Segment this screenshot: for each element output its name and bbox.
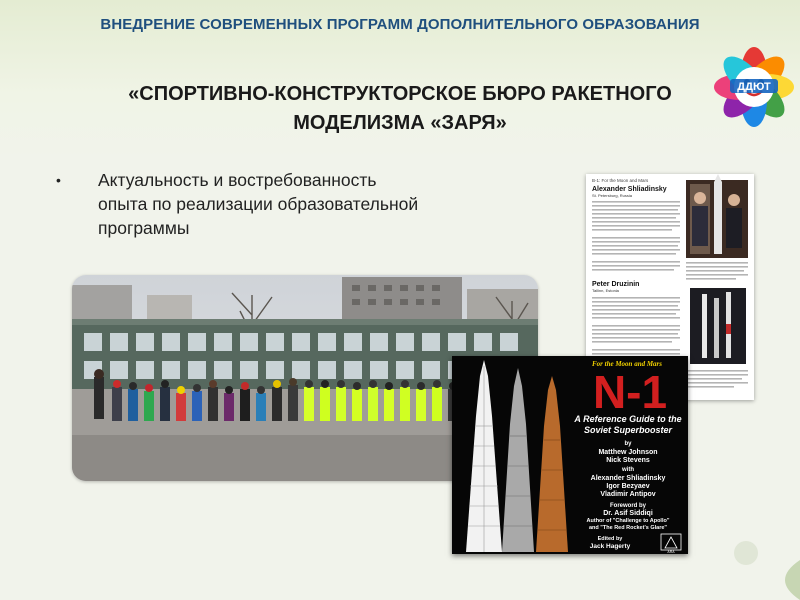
book-author-3: Alexander Shliadinsky <box>590 475 666 482</box>
book-editor: Jack Hagerty <box>589 543 631 550</box>
bullet-line-1: Актуальность и востребованность <box>98 170 377 190</box>
article-author-1-place: St. Petersburg, Russia <box>592 193 633 198</box>
bullet-item <box>56 168 506 240</box>
book-with: with <box>622 467 634 473</box>
book-by: by <box>624 441 632 447</box>
book-author-2: Nick Stevens <box>606 457 650 464</box>
book-tagline-1: A Reference Guide to the <box>574 414 682 424</box>
bullet-line-3: программы <box>98 218 190 238</box>
book-title: N-1 <box>592 366 668 418</box>
book-edited-label: Edited by <box>597 536 623 542</box>
book-foreword-label: Foreword by <box>609 503 647 509</box>
slide-title <box>60 80 740 138</box>
bullet-line-2: опыта по реализации образовательной <box>98 194 419 214</box>
article-author-2-place: Tallinn, Estonia <box>592 288 619 293</box>
book-tagline-2: Soviet Superbooster <box>583 425 673 435</box>
article-author-2: Peter Druzinin <box>592 281 640 288</box>
bullet-text <box>66 168 506 240</box>
corner-decoration-icon <box>740 560 800 600</box>
book-foreword-desc-1: Author of "Challenge to Apollo" <box>586 518 670 524</box>
slide-header: ВНЕДРЕНИЕ СОВРЕМЕННЫХ ПРОГРАММ ДОПОЛНИТЕЛЬНОГО ОБРАЗОВАНИЯ <box>100 16 700 33</box>
title-line-2: МОДЕЛИЗМА «ЗАРЯ» <box>293 112 507 134</box>
bullet-dot-icon: • <box>56 172 61 188</box>
publisher-text: ARA <box>667 550 675 554</box>
book-cover-n1 <box>452 356 688 554</box>
book-cover-image <box>452 356 688 554</box>
book-author-5: Vladimir Antipov <box>600 491 656 498</box>
article-section-label: B-1: For the Moon and Mars <box>592 178 649 183</box>
book-author-1: Matthew Johnson <box>598 449 658 456</box>
book-foreword-author: Dr. Asif Siddiqi <box>603 510 653 517</box>
book-author-4: Igor Bezyaev <box>606 483 650 490</box>
book-subtitle: For the Moon and Mars <box>591 360 663 368</box>
ddyut-logo-icon <box>713 46 795 128</box>
book-foreword-desc-2: and "The Red Rocket's Glare" <box>588 525 668 531</box>
article-author-1: Alexander Shliadinsky <box>592 186 667 193</box>
title-line-1: «СПОРТИВНО-КОНСТРУКТОРСКОЕ БЮРО РАКЕТНОГО <box>128 83 672 105</box>
logo-text: ДДЮТ <box>737 81 771 93</box>
